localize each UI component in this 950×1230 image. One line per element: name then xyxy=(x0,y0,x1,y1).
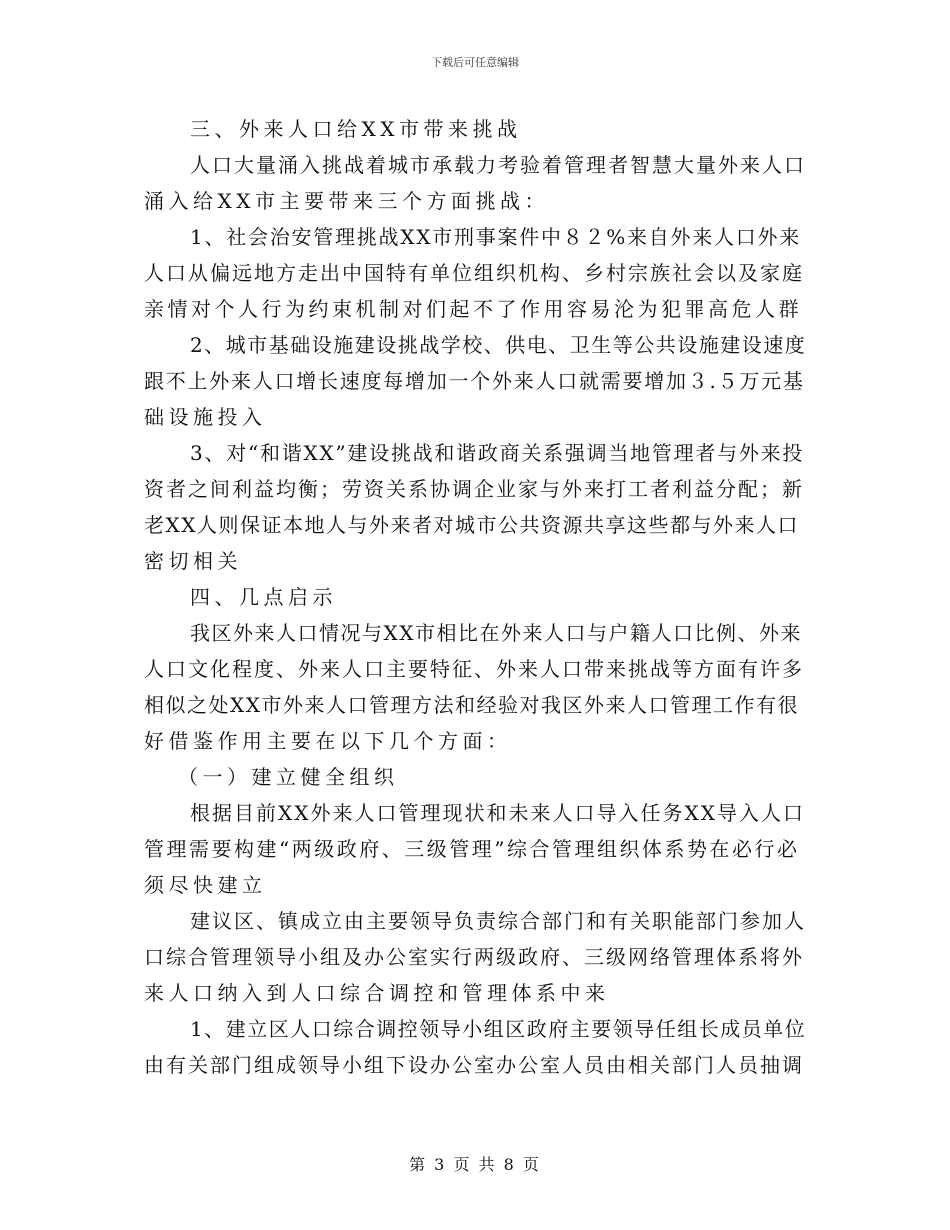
text-line: 相似之处XX市外来人口管理方法和经验对我区外来人口管理工作有很 xyxy=(144,693,799,717)
text-line: 涌入给XX市主要带来三个方面挑战： xyxy=(144,189,549,213)
text-line: 人口文化程度、外来人口主要特征、外来人口带来挑战等方面有许多 xyxy=(144,657,804,681)
text-line: 口综合管理领导小组及办公室实行两级政府、三级网络管理体系将外 xyxy=(144,945,804,969)
text-line: 1、社会治安管理挑战XX市刑事案件中８２%来自外来人口外来 xyxy=(190,225,801,249)
text-line: 建议区、镇成立由主要领导负责综合部门和有关职能部门参加人 xyxy=(190,909,806,933)
text-line: 好借鉴作用主要在以下几个方面： xyxy=(144,729,512,753)
page-header-note: 下载后可任意编辑 xyxy=(431,56,519,69)
text-line: 跟不上外来人口增长速度每增加一个外来人口就需要增加３.５万元基 xyxy=(144,369,805,393)
text-line: 3、对“和谐XX”建设挑战和谐政商关系强调当地管理者与外来投 xyxy=(190,441,805,465)
text-line: 密切相关 xyxy=(144,549,242,573)
text-line: 老XX人则保证本地人与外来者对城市公共资源共享这些都与外来人口 xyxy=(144,513,799,537)
text-line: 础设施投入 xyxy=(144,405,267,429)
text-line: 须尽快建立 xyxy=(144,873,267,897)
text-line: 人口从偏远地方走出中国特有单位组织机构、乡村宗族社会以及家庭 xyxy=(144,261,804,285)
text-line: 人口大量涌入挑战着城市承载力考验着管理者智慧大量外来人口 xyxy=(190,153,806,177)
text-line: 管理需要构建“两级政府、三级管理”综合管理组织体系势在必行必 xyxy=(144,837,800,861)
text-line: 我区外来人口情况与XX市相比在外来人口与户籍人口比例、外来 xyxy=(190,621,802,645)
text-line: 根据目前XX外来人口管理现状和未来人口导入任务XX导入人口 xyxy=(190,801,805,825)
text-line: 来人口纳入到人口综合调控和管理体系中来 xyxy=(144,981,610,1005)
text-line: 资者之间利益均衡；劳资关系协调企业家与外来打工者利益分配；新 xyxy=(144,477,804,501)
text-line: 亲情对个人行为约束机制对们起不了作用容易沦为犯罪高危人群 xyxy=(144,297,802,321)
text-line: 2、城市基础设施建设挑战学校、供电、卫生等公共设施建设速度 xyxy=(190,333,807,357)
text-line: 由有关部门组成领导小组下设办公室办公室人员由相关部门人员抽调 xyxy=(144,1053,804,1077)
subsection-heading: （一）建立健全组织 xyxy=(178,765,399,789)
section-heading: 四、几点启示 xyxy=(190,585,337,609)
page-number-footer: 第 3 页 共 8 页 xyxy=(409,1155,541,1174)
document-body xyxy=(144,111,806,1083)
text-line: 1、建立区人口综合调控领导小组区政府主要领导任组长成员单位 xyxy=(190,1017,807,1041)
text-line: 三、外来人口给XX市带来挑战 xyxy=(190,117,522,141)
